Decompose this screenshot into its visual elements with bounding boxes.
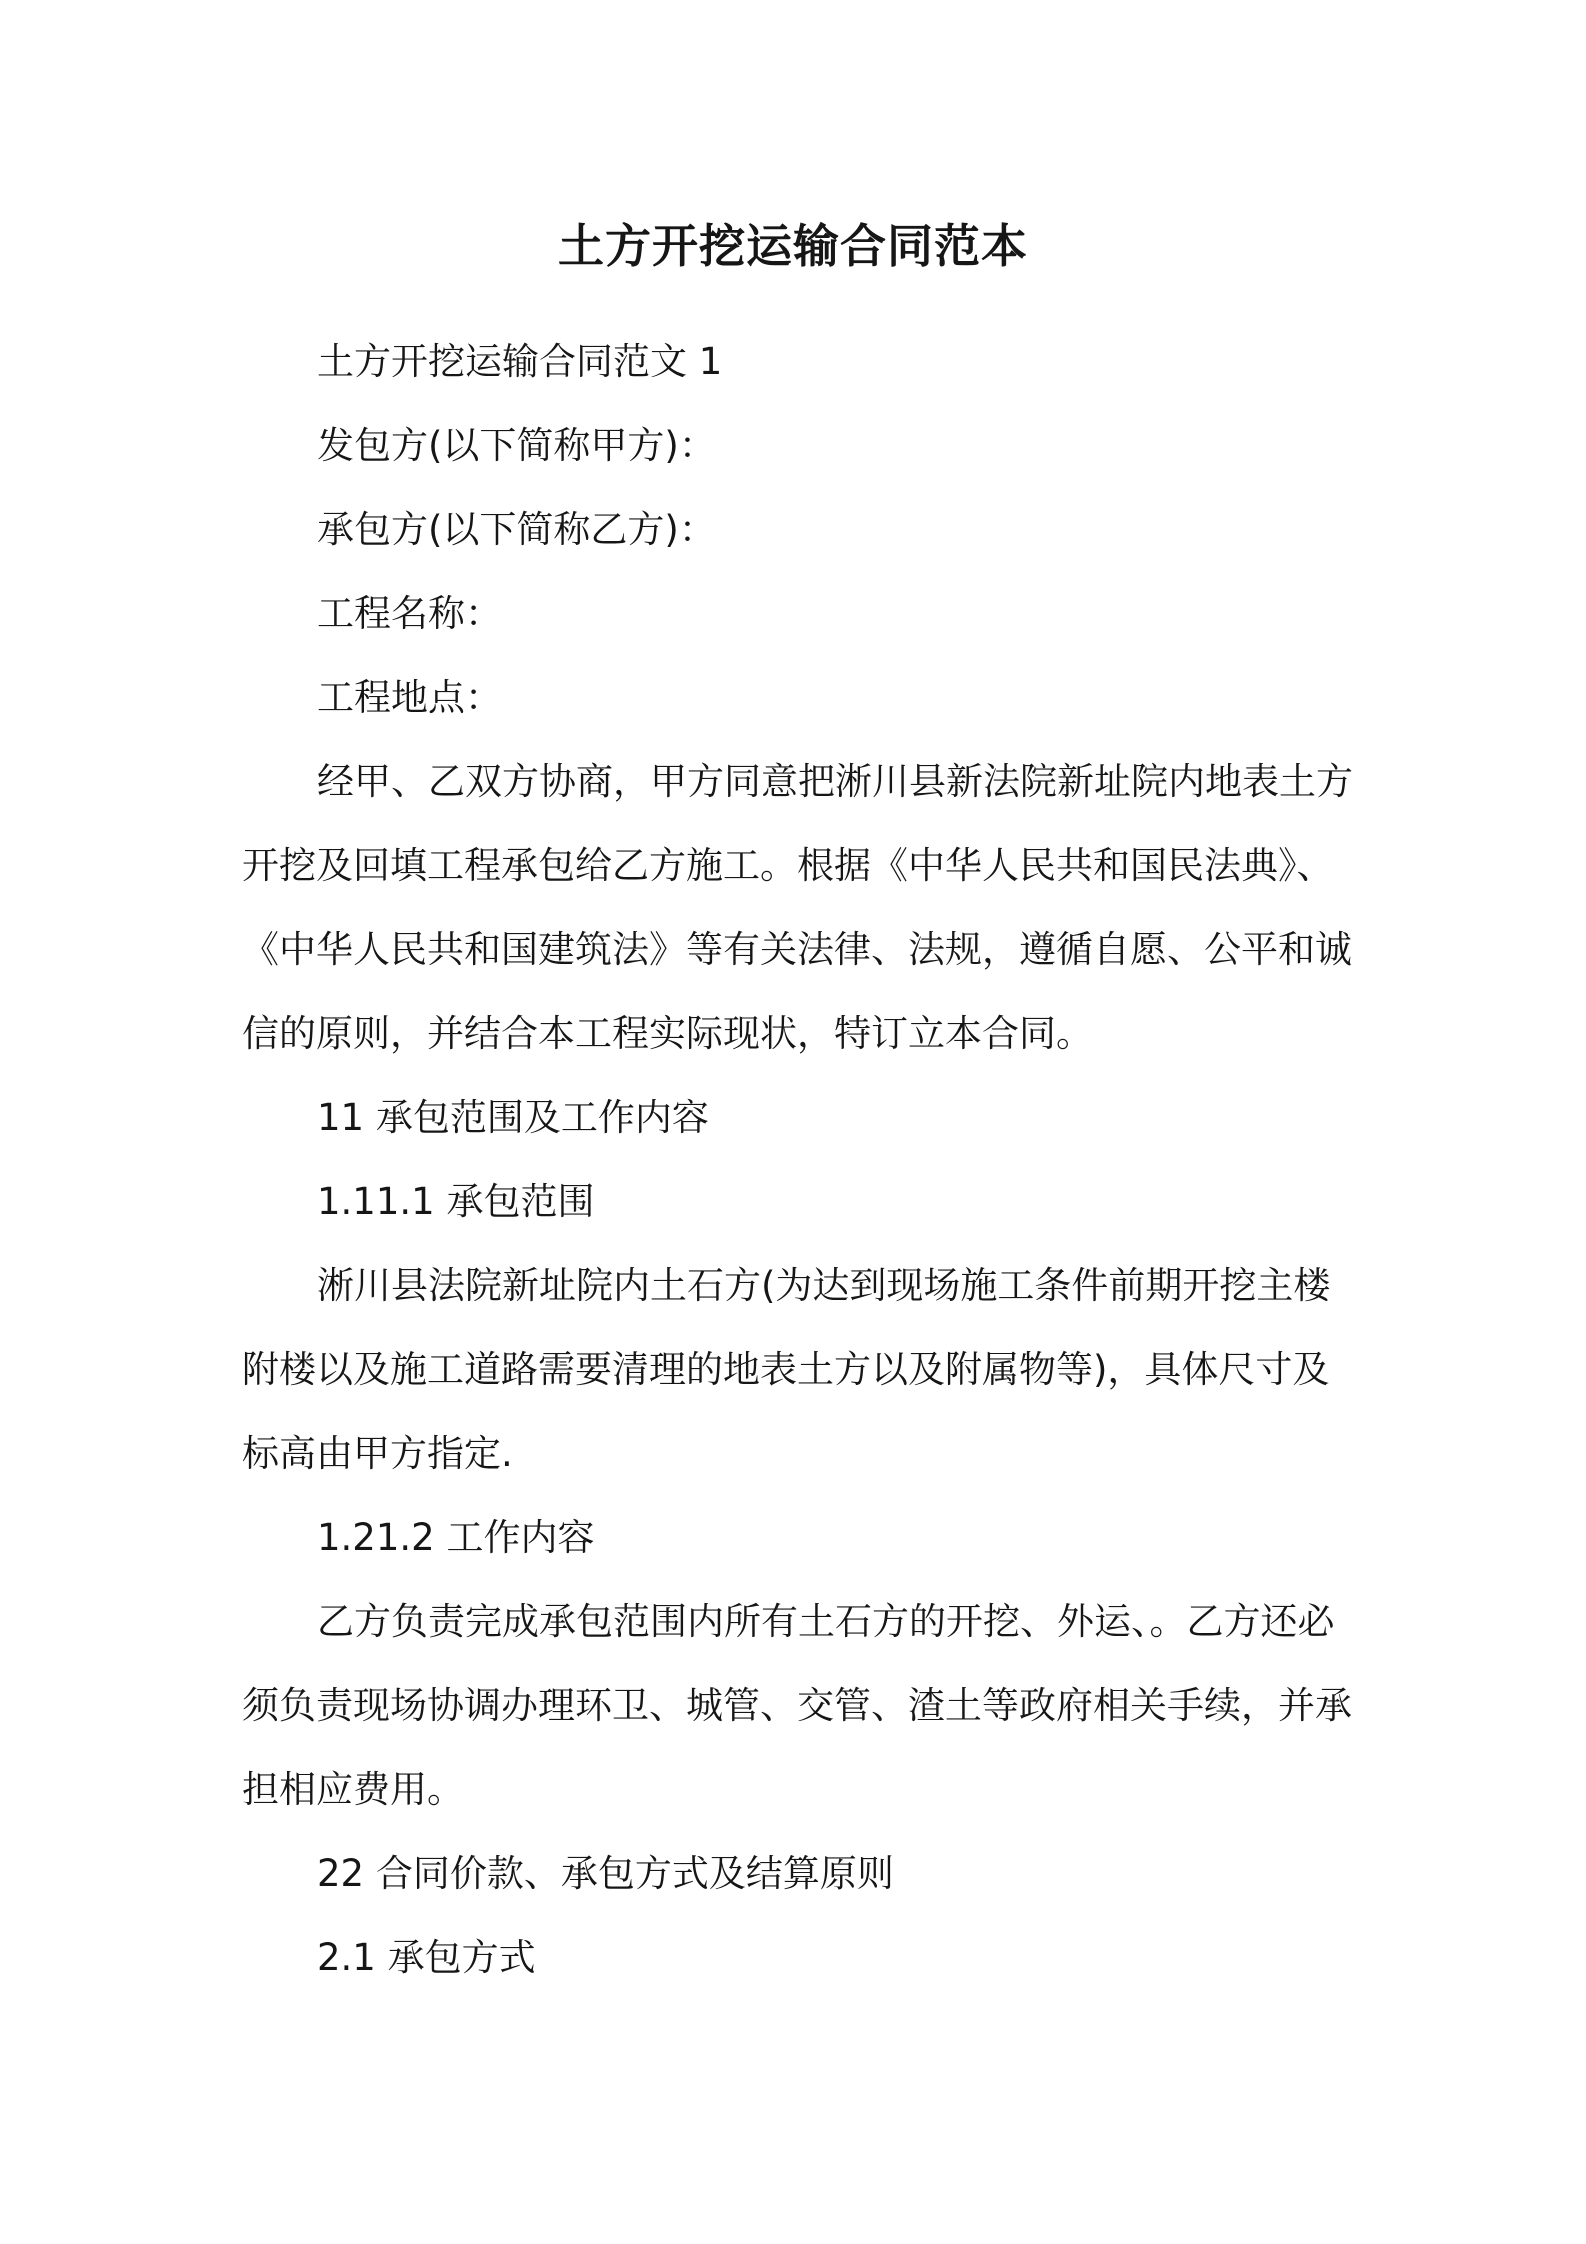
section-heading: 22 合同价款、承包方式及结算原则 xyxy=(317,1852,894,1895)
project-location-line: 工程地点： xyxy=(317,676,502,719)
project-name-line: 工程名称： xyxy=(317,592,502,635)
employer-line: 发包方(以下简称甲方)： xyxy=(317,424,716,467)
section-heading: 11 承包范围及工作内容 xyxy=(317,1096,709,1139)
paragraph-line: 《中华人民共和国建筑法》等有关法律、法规，遵循自愿、公平和诚 xyxy=(242,928,1352,971)
scope-paragraph xyxy=(242,1244,1360,1496)
paragraph-line: 标高由甲方指定. xyxy=(242,1432,513,1475)
paragraph-line: 须负责现场协调办理环卫、城管、交管、渣土等政府相关手续，并承 xyxy=(242,1684,1352,1727)
subsection-heading: 2.1 承包方式 xyxy=(317,1936,536,1979)
subtitle-line: 土方开挖运输合同范文 1 xyxy=(317,340,723,383)
intro-paragraph xyxy=(242,740,1360,1076)
paragraph-line: 担相应费用。 xyxy=(242,1768,464,1811)
contractor-line: 承包方(以下简称乙方)： xyxy=(317,508,716,551)
paragraph-line: 开挖及回填工程承包给乙方施工。根据《中华人民共和国民法典》、 xyxy=(242,844,1334,887)
paragraph-line: 淅川县法院新址院内土石方(为达到现场施工条件前期开挖主楼 xyxy=(317,1264,1331,1307)
document-title: 土方开挖运输合同范本 xyxy=(558,219,1028,273)
subsection-heading: 1.21.2 工作内容 xyxy=(317,1516,595,1559)
paragraph-line: 乙方负责完成承包范围内所有土石方的开挖、外运、。乙方还必 xyxy=(317,1600,1335,1643)
document-body xyxy=(242,320,1360,2000)
work-content-paragraph xyxy=(242,1580,1360,1832)
paragraph-line: 经甲、乙双方协商，甲方同意把淅川县新法院新址院内地表土方 xyxy=(317,760,1353,803)
subsection-heading: 1.11.1 承包范围 xyxy=(317,1180,595,1223)
paragraph-line: 信的原则，并结合本工程实际现状，特订立本合同。 xyxy=(242,1012,1093,1055)
paragraph-line: 附楼以及施工道路需要清理的地表土方以及附属物等)，具体尺寸及 xyxy=(242,1348,1330,1391)
